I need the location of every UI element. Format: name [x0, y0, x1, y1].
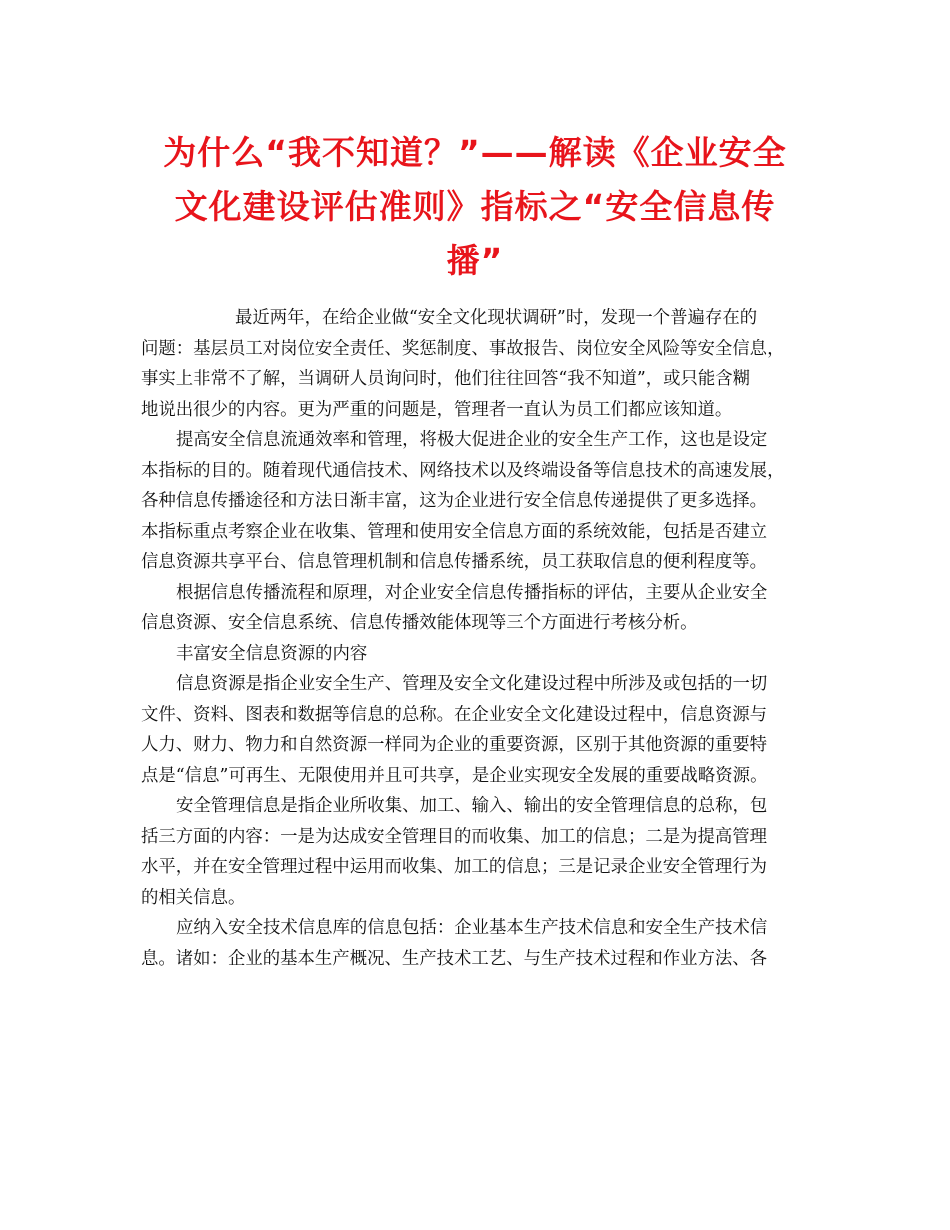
document-body [141, 303, 813, 974]
body-line: 信息资源、安全信息系统、信息传播效能体现等三个方面进行考核分析。 [141, 613, 698, 633]
title-line: 文化建设评估准则》指标之“安全信息传 [174, 187, 776, 226]
body-line: 点是“信息”可再生、无限使用并且可共享，是企业实现安全发展的重要战略资源。 [141, 765, 768, 786]
body-line: 括三方面的内容：一是为达成安全管理目的而收集、加工的信息；二是为提高管理 [141, 826, 768, 847]
body-line: 各种信息传播途径和方法日渐丰富，这为企业进行安全信息传递提供了更多选择。 [141, 491, 768, 511]
body-line: 本指标的目的。随着现代通信技术、网络技术以及终端设备等信息技术的高速发展， [141, 460, 785, 481]
body-line: 文件、资料、图表和数据等信息的总称。在企业安全文化建设过程中，信息资源与 [141, 704, 768, 725]
body-line: 事实上非常不了解，当调研人员询问时，他们往往回答“我不知道”，或只能含糊 [141, 369, 751, 389]
section-heading: 丰富安全信息资源的内容 [176, 643, 368, 664]
document-title [110, 126, 840, 288]
body-line: 应纳入安全技术信息库的信息包括：企业基本生产技术信息和安全生产技术信 [176, 918, 768, 938]
title-line: 播” [446, 241, 504, 280]
body-line: 地说出很少的内容。更为严重的问题是，管理者一直认为员工们都应该知道。 [141, 399, 733, 420]
body-line: 最近两年，在给企业做“安全文化现状调研”时，发现一个普遍存在的 [235, 308, 758, 328]
body-line: 的相关信息。 [141, 887, 246, 908]
body-line: 水平，并在安全管理过程中运用而收集、加工的信息；三是记录企业安全管理行为 [141, 857, 768, 877]
body-line: 人力、财力、物力和自然资源一样同为企业的重要资源，区别于其他资源的重要特 [141, 735, 768, 755]
title-line: 为什么“我不知道？”——解读《企业安全 [163, 133, 787, 172]
body-line: 信息资源共享平台、信息管理机制和信息传播系统，员工获取信息的便利程度等。 [141, 552, 768, 572]
body-line: 安全管理信息是指企业所收集、加工、输入、输出的安全管理信息的总称，包 [176, 796, 768, 816]
body-line: 提高安全信息流通效率和管理，将极大促进企业的安全生产工作，这也是设定 [176, 430, 768, 450]
body-line: 信息资源是指企业安全生产、管理及安全文化建设过程中所涉及或包括的一切 [176, 674, 768, 694]
body-line: 问题：基层员工对岗位安全责任、奖惩制度、事故报告、岗位安全风险等安全信息， [141, 338, 785, 359]
body-line: 息。诸如：企业的基本生产概况、生产技术工艺、与生产技术过程和作业方法、各 [141, 948, 768, 969]
body-line: 本指标重点考察企业在收集、管理和使用安全信息方面的系统效能，包括是否建立 [141, 521, 768, 542]
body-line: 根据信息传播流程和原理，对企业安全信息传播指标的评估，主要从企业安全 [176, 582, 768, 603]
